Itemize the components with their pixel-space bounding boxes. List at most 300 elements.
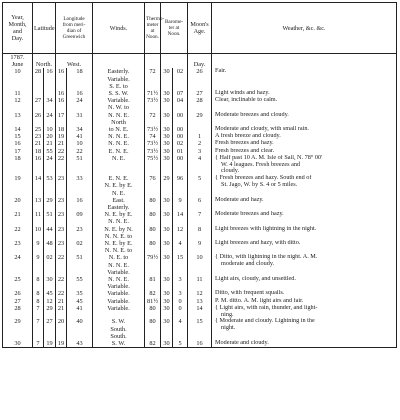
moon-age-cell: 11	[188, 276, 212, 290]
lon-deg-cell: 17	[56, 112, 67, 126]
weather-cell	[212, 148, 397, 155]
thermometer-cell: 82	[145, 290, 161, 297]
weather-line: Light airs, cloudy, and unsettled.	[215, 276, 296, 283]
moon-age-cell: 2	[188, 140, 212, 147]
weather-cell	[212, 211, 397, 225]
wind-line: N. N. E. to	[104, 247, 133, 255]
winds-cell	[93, 240, 145, 254]
units-moon	[188, 54, 212, 69]
winds-cell	[93, 276, 145, 290]
lon-min-cell: 02	[67, 240, 93, 254]
day-cell: 23	[3, 240, 33, 254]
lat-min-cell: 30	[44, 276, 56, 290]
wind-line: South.	[110, 325, 127, 333]
thermometer-cell: 72	[145, 68, 161, 90]
barometer-parts-cell: 0	[173, 298, 188, 305]
lon-deg-cell: 22	[56, 254, 67, 276]
wind-line: N. E. by E.	[104, 211, 133, 219]
lat-deg-cell: 9	[33, 240, 44, 254]
wind-line: North	[111, 118, 126, 126]
moon-age-cell: 7	[188, 211, 212, 225]
thermometer-cell: 71½	[145, 90, 161, 97]
lon-min-cell: 16	[67, 197, 93, 211]
lat-deg-cell: 16	[33, 155, 44, 175]
log-row	[3, 318, 397, 340]
barometer-inches-cell: 30	[161, 155, 173, 175]
barometer-parts-cell: 00	[173, 155, 188, 175]
day-cell: 28	[3, 305, 33, 319]
weather-cell	[212, 90, 397, 97]
header-thermometer-line: Thermo-	[146, 16, 165, 22]
units-year: 1787.	[10, 54, 25, 61]
weather-cell	[212, 305, 397, 319]
moon-age-cell	[188, 126, 212, 133]
weather-cell	[212, 140, 397, 147]
lat-deg-cell: 7	[33, 305, 44, 319]
weather-line: Light winds and hazy.	[215, 90, 270, 97]
lon-min-cell: 41	[67, 305, 93, 319]
barometer-inches-cell: 30	[161, 197, 173, 211]
barometer-parts-cell: 00	[173, 126, 188, 133]
winds-cell	[93, 197, 145, 211]
wind-line: N. E. to	[108, 254, 129, 262]
wind-line: N. N. E.	[108, 140, 129, 148]
lon-deg-cell: 23	[56, 197, 67, 211]
winds-cell	[93, 155, 145, 175]
units-lat	[33, 54, 56, 69]
winds-cell	[93, 90, 145, 97]
weather-cell	[212, 68, 397, 90]
winds-cell	[93, 254, 145, 276]
weather-cell	[212, 318, 397, 340]
lon-deg-cell: 21	[56, 140, 67, 147]
lon-min-cell: 43	[67, 340, 93, 348]
barometer-parts-cell: 0	[173, 305, 188, 319]
barometer-parts-cell: 14	[173, 211, 188, 225]
wind-line: East.	[112, 196, 125, 204]
weather-line: night.	[221, 324, 236, 332]
lon-min-cell: 31	[67, 112, 93, 126]
wind-line: N. W. to	[108, 104, 130, 112]
wind-line: N. N. E.	[108, 276, 129, 284]
header-date-line: Month,	[8, 21, 27, 28]
thermometer-cell: 76	[145, 175, 161, 197]
winds-cell	[93, 290, 145, 297]
barometer-inches-cell: 30	[161, 226, 173, 240]
units-therm	[145, 54, 161, 69]
lat-deg-cell: 10	[33, 226, 44, 240]
header-latitude: Latitude.	[33, 3, 56, 54]
barometer-parts-cell: 02	[173, 68, 188, 90]
moon-age-cell: 5	[188, 175, 212, 197]
log-row	[3, 112, 397, 126]
header-longitude-line: from meri-	[62, 22, 86, 28]
log-row	[3, 155, 397, 175]
lat-min-cell: 19	[44, 340, 56, 348]
barometer-inches-cell: 29	[161, 175, 173, 197]
day-cell: 12	[3, 97, 33, 111]
thermometer-cell: 72	[145, 112, 161, 126]
units-lon-label: West.	[67, 61, 82, 69]
lat-min-cell: 53	[44, 175, 56, 197]
header-date-line: Year,	[11, 14, 24, 21]
lon-deg-cell: 20	[56, 318, 67, 340]
winds-cell	[93, 340, 145, 348]
lon-min-cell: 10	[67, 140, 93, 147]
winds-cell	[93, 133, 145, 140]
wind-line: N. E.	[111, 189, 126, 197]
units-moon-label: Day.	[193, 61, 206, 69]
weather-line: Light breezes and hazy, with ditto.	[215, 240, 301, 247]
day-cell: 14	[3, 126, 33, 133]
lon-deg-cell: 19	[56, 133, 67, 140]
weather-line: Fair.	[215, 68, 227, 75]
weather-cell	[212, 155, 397, 175]
winds-cell	[93, 112, 145, 126]
day-cell: 17	[3, 148, 33, 155]
lon-min-cell: 41	[67, 133, 93, 140]
header-thermometer	[145, 3, 165, 54]
barometer-inches-cell: 30	[161, 68, 173, 90]
lat-min-cell: 24	[44, 112, 56, 126]
lat-min-cell: 27	[44, 318, 56, 340]
day-cell: 10	[3, 68, 33, 90]
lat-min-cell: 51	[44, 211, 56, 225]
units-date	[3, 54, 33, 69]
barometer-inches-cell: 30	[161, 340, 173, 348]
log-row	[3, 290, 397, 297]
header-longitude-line: dian of	[66, 28, 82, 34]
lon-deg-cell: 23	[56, 240, 67, 254]
barometer-inches-cell: 30	[161, 240, 173, 254]
thermometer-cell: 74	[145, 133, 161, 140]
lon-min-cell: 51	[67, 155, 93, 175]
header-date	[3, 3, 33, 54]
weather-cell	[212, 175, 397, 197]
moon-age-cell: 13	[188, 298, 212, 305]
barometer-parts-cell: 04	[173, 97, 188, 111]
lon-deg-cell: 23	[56, 226, 67, 240]
lat-deg-cell: 8	[33, 276, 44, 290]
lon-deg-cell: 16	[56, 90, 67, 97]
barometer-inches-cell: 30	[161, 276, 173, 290]
day-cell: 22	[3, 226, 33, 240]
lon-min-cell: 35	[67, 290, 93, 297]
weather-line: { Half past 10 A. M. Isle of Sall, N. 78° 00′	[215, 154, 323, 161]
lon-min-cell: 34	[67, 126, 93, 133]
thermometer-cell: 82	[145, 340, 161, 348]
moon-age-cell: 1	[188, 133, 212, 140]
barometer-inches-cell: 30	[161, 97, 173, 111]
weather-cell	[212, 197, 397, 211]
thermometer-cell: 79½	[145, 254, 161, 276]
lon-min-cell: 16	[67, 90, 93, 97]
day-cell: 24	[3, 254, 33, 276]
lon-deg-cell: 23	[56, 211, 67, 225]
day-cell: 16	[3, 140, 33, 147]
lat-deg-cell: 25	[33, 126, 44, 133]
lon-min-cell: 51	[67, 254, 93, 276]
lat-deg-cell	[33, 90, 44, 97]
lon-min-cell: 40	[67, 318, 93, 340]
lat-deg-cell: 9	[33, 254, 44, 276]
log-row	[3, 148, 397, 155]
weather-line: Clear, inclinable to calm.	[215, 97, 278, 104]
units-winds	[93, 54, 145, 69]
header-date-line: Day.	[11, 35, 24, 42]
header-moon	[188, 3, 212, 54]
wind-line: Variable.	[107, 304, 130, 312]
log-row	[3, 298, 397, 305]
moon-age-cell: 27	[188, 90, 212, 97]
thermometer-cell: 80	[145, 318, 161, 340]
lat-deg-cell: 27	[33, 97, 44, 111]
day-cell: 21	[3, 211, 33, 225]
wind-line: N. E. by E.	[104, 240, 133, 248]
barometer-inches-cell: 30	[161, 254, 173, 276]
thermometer-cell: 73½	[145, 97, 161, 111]
weather-cell	[212, 126, 397, 133]
moon-age-cell: 12	[188, 290, 212, 297]
wind-line: N. N. E.	[108, 218, 129, 226]
day-cell: 19	[3, 175, 33, 197]
header-barometer-line: Noon.	[167, 31, 181, 37]
header-thermometer-line: meter at	[146, 22, 159, 34]
log-body	[3, 54, 397, 348]
log-row	[3, 276, 397, 290]
header-winds: Winds.	[93, 3, 145, 54]
lon-deg-cell: 21	[56, 298, 67, 305]
header-longitude	[56, 3, 93, 54]
weather-cell	[212, 240, 397, 254]
day-cell: 26	[3, 290, 33, 297]
moon-age-cell: 28	[188, 97, 212, 111]
barometer-inches-cell: 30	[161, 148, 173, 155]
wind-line: N. N. E.	[108, 111, 129, 119]
thermometer-cell: 73½	[145, 126, 161, 133]
log-row	[3, 226, 397, 240]
lat-min-cell: 16	[44, 68, 56, 90]
barometer-inches-cell: 30	[161, 90, 173, 97]
lat-min-cell: 44	[44, 226, 56, 240]
day-cell: 30	[3, 340, 33, 348]
weather-cell	[212, 226, 397, 240]
lon-deg-cell: 22	[56, 290, 67, 297]
barometer-parts-cell: 3	[173, 276, 188, 290]
wind-line: N. E. by N.	[104, 225, 133, 233]
log-row	[3, 197, 397, 211]
lon-min-cell: 09	[67, 211, 93, 225]
wind-line: Variable.	[107, 268, 130, 276]
weather-cell	[212, 298, 397, 305]
lat-deg-cell: 26	[33, 112, 44, 126]
winds-cell	[93, 148, 145, 155]
log-row	[3, 305, 397, 319]
thermometer-cell: 80	[145, 197, 161, 211]
header-thermometer-line: Noon.	[146, 34, 159, 40]
wind-line: South.	[110, 332, 127, 340]
barometer-inches-cell: 30	[161, 318, 173, 340]
log-row	[3, 240, 397, 254]
lon-min-cell: 22	[67, 148, 93, 155]
wind-line: E. N. E.	[108, 147, 129, 155]
moon-age-cell: 14	[188, 305, 212, 319]
log-row	[3, 175, 397, 197]
wind-line: S. S. W.	[108, 90, 129, 98]
lat-min-cell: 29	[44, 305, 56, 319]
wind-line: Variable.	[107, 290, 130, 298]
weather-line: Fresh breezes and hazy.	[215, 140, 274, 147]
barometer-parts-cell: 00	[173, 112, 188, 126]
lon-deg-cell: 16	[56, 68, 67, 90]
barometer-parts-cell: 00	[173, 133, 188, 140]
barometer-inches-cell: 30	[161, 112, 173, 126]
barometer-inches-cell: 30	[161, 298, 173, 305]
lon-deg-cell: 22	[56, 155, 67, 175]
lat-deg-cell: 14	[33, 175, 44, 197]
weather-line: Fresh breezes and clear.	[215, 147, 275, 154]
wind-line: N. E. by E.	[104, 182, 133, 190]
wind-line: S. W.	[111, 318, 126, 326]
weather-cell	[212, 97, 397, 111]
weather-line: moderate and cloudy.	[221, 260, 275, 268]
barometer-parts-cell: 3	[173, 290, 188, 297]
wind-line: Variable.	[107, 297, 130, 305]
wind-line: to N. E.	[108, 126, 129, 134]
moon-age-cell: 26	[188, 68, 212, 90]
weather-cell	[212, 133, 397, 140]
header-moon-line: Moon's	[190, 21, 209, 28]
barometer-parts-cell: 12	[173, 226, 188, 240]
log-row	[3, 68, 397, 90]
log-row	[3, 90, 397, 97]
log-table	[2, 2, 397, 348]
lon-deg-cell: 23	[56, 175, 67, 197]
log-row	[3, 126, 397, 133]
header-weather: Weather, &c. &c.	[212, 3, 397, 54]
weather-line: A fresh breeze and cloudy.	[215, 133, 281, 140]
wind-line: E. N. E.	[108, 175, 129, 183]
lat-deg-cell: 23	[33, 133, 44, 140]
moon-age-cell: 9	[188, 240, 212, 254]
barometer-inches-cell: 30	[161, 133, 173, 140]
lat-min-cell	[44, 90, 56, 97]
wind-line: Variable.	[107, 283, 130, 291]
units-row	[3, 54, 397, 69]
winds-cell	[93, 298, 145, 305]
lon-min-cell: 24	[67, 97, 93, 111]
barometer-parts-cell: 4	[173, 318, 188, 340]
lon-min-cell: 18	[67, 68, 93, 90]
winds-cell	[93, 126, 145, 133]
log-row	[3, 140, 397, 147]
weather-line: cloudy.	[221, 167, 240, 175]
lat-deg-cell: 7	[33, 340, 44, 348]
lat-min-cell: 24	[44, 155, 56, 175]
weather-cell	[212, 254, 397, 276]
units-weather	[212, 54, 397, 69]
barometer-parts-cell: 01	[173, 148, 188, 155]
header-barometer	[161, 3, 188, 54]
day-cell: 27	[3, 298, 33, 305]
weather-line: St. Jago, W. by S. 4 or 5 miles.	[221, 181, 298, 189]
weather-line: { Ditto, with lightning in the night. A. M.	[215, 254, 318, 261]
lat-min-cell: 02	[44, 254, 56, 276]
weather-line: Light breezes with lightning in the night.	[215, 225, 317, 232]
lon-min-cell: 45	[67, 298, 93, 305]
moon-age-cell: 29	[188, 112, 212, 126]
thermometer-cell: 73½	[145, 140, 161, 147]
header-barometer-line: ter at	[168, 25, 180, 31]
lat-min-cell: 21	[44, 140, 56, 147]
winds-cell	[93, 211, 145, 225]
day-cell: 13	[3, 112, 33, 126]
weather-line: { Light airs, with rain, thunder, and light-	[215, 304, 318, 311]
thermometer-cell: 73½	[145, 148, 161, 155]
lat-min-cell: 55	[44, 148, 56, 155]
winds-cell	[93, 305, 145, 319]
barometer-inches-cell: 30	[161, 290, 173, 297]
header-longitude-line: Longitude	[63, 16, 85, 22]
winds-cell	[93, 175, 145, 197]
wind-line: Variable.	[107, 97, 130, 105]
moon-age-cell: 3	[188, 148, 212, 155]
barometer-parts-cell: 96	[173, 175, 188, 197]
day-cell: 29	[3, 318, 33, 340]
log-row	[3, 133, 397, 140]
thermometer-cell: 81½	[145, 298, 161, 305]
wind-line: N. N. E.	[108, 261, 129, 269]
wind-line: Variable.	[107, 75, 130, 83]
weather-log-table	[2, 2, 398, 416]
units-baro	[161, 54, 188, 69]
lat-deg-cell: 13	[33, 197, 44, 211]
lat-deg-cell: 8	[33, 290, 44, 297]
weather-line: Moderate breezes and cloudy.	[215, 111, 289, 118]
barometer-inches-cell: 30	[161, 126, 173, 133]
thermometer-cell: 75½	[145, 155, 161, 175]
weather-cell	[212, 112, 397, 126]
moon-age-cell: 16	[188, 340, 212, 348]
lat-min-cell: 48	[44, 240, 56, 254]
weather-cell	[212, 340, 397, 348]
barometer-parts-cell: 07	[173, 90, 188, 97]
day-cell: 20	[3, 197, 33, 211]
weather-line: Moderate breezes and hazy.	[215, 211, 284, 218]
wind-line: Easterly.	[107, 68, 130, 76]
moon-age-cell: 10	[188, 254, 212, 276]
moon-age-cell: 4	[188, 155, 212, 175]
wind-line: S. W.	[111, 340, 126, 348]
weather-line: Moderate and cloudy.	[215, 340, 269, 347]
barometer-inches-cell: 30	[161, 305, 173, 319]
barometer-parts-cell: 5	[173, 340, 188, 348]
barometer-inches-cell: 30	[161, 211, 173, 225]
weather-line: Moderate and hazy.	[215, 196, 264, 203]
lon-min-cell: 23	[67, 226, 93, 240]
lat-min-cell: 10	[44, 126, 56, 133]
thermometer-cell: 80	[145, 240, 161, 254]
moon-age-cell: 6	[188, 197, 212, 211]
weather-line: { Moderate and cloudy. Lightning in the	[215, 318, 315, 325]
lat-min-cell: 45	[44, 290, 56, 297]
lat-deg-cell: 8	[33, 298, 44, 305]
wind-line: Easterly.	[107, 204, 130, 212]
lon-deg-cell: 18	[56, 126, 67, 133]
log-row	[3, 97, 397, 111]
lon-deg-cell: 22	[56, 148, 67, 155]
moon-age-cell: 8	[188, 226, 212, 240]
